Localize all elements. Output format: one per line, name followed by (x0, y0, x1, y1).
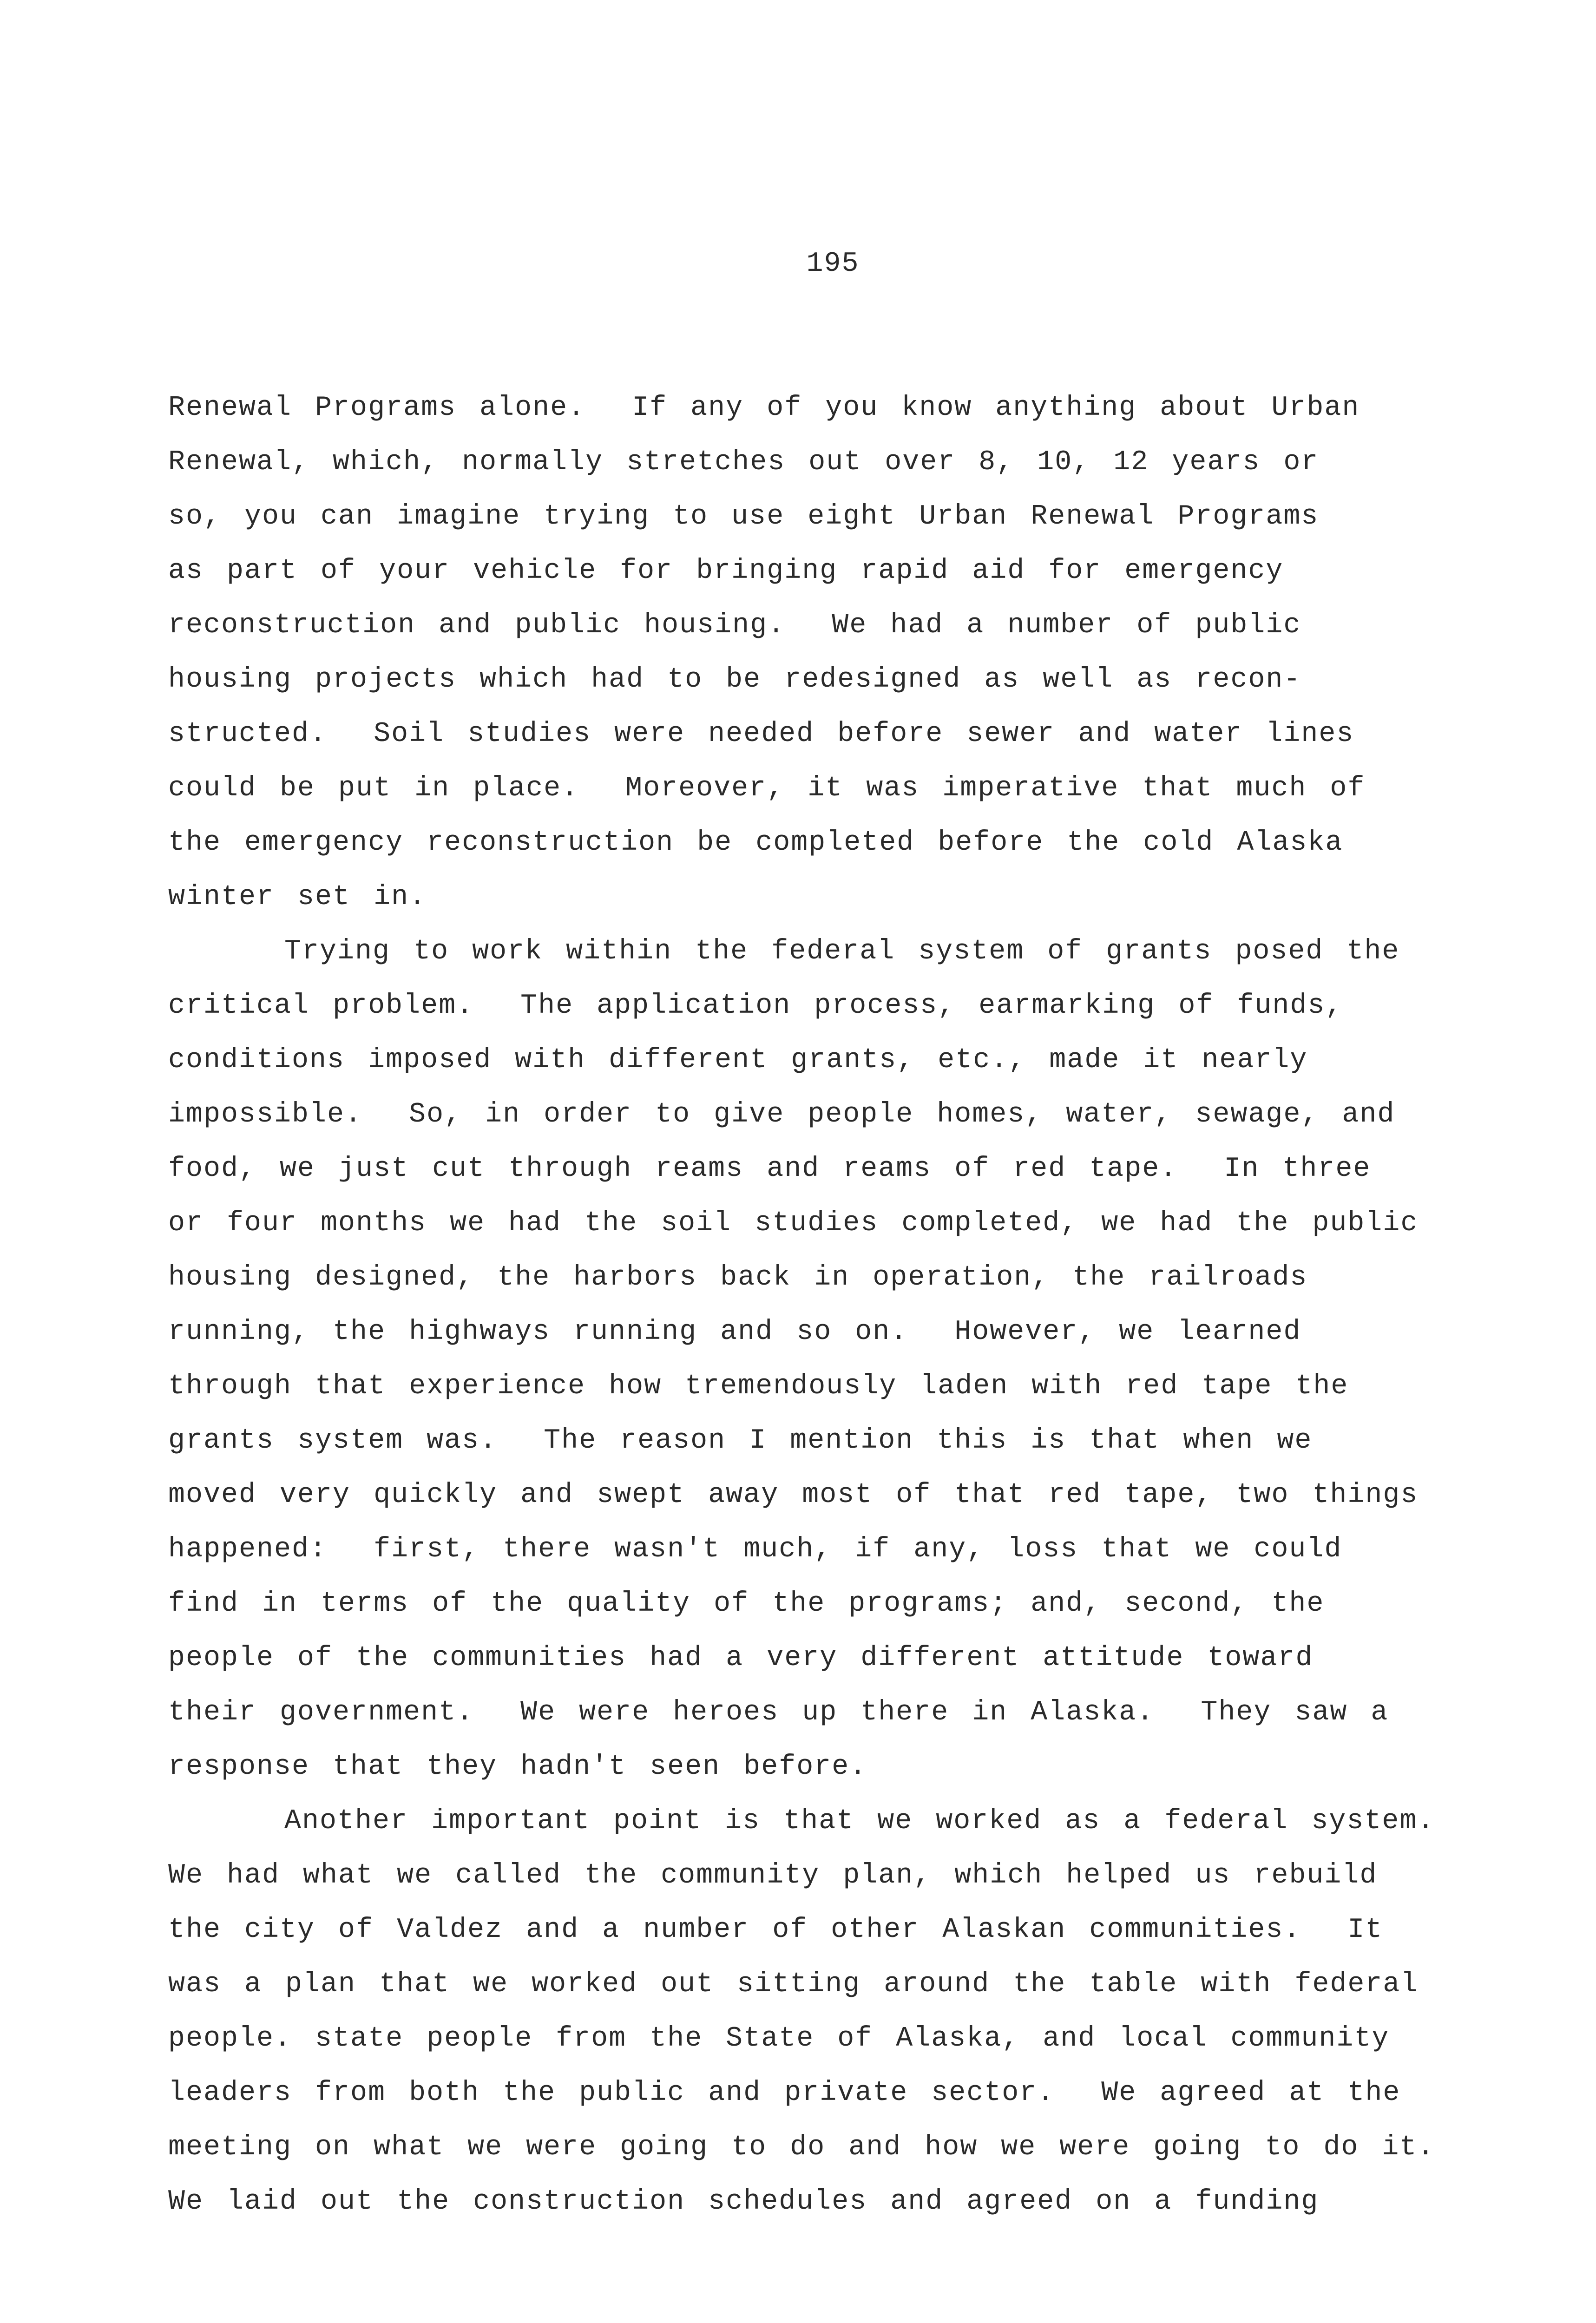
text-line: through that experience how tremendously laden with red tape the (168, 1371, 1349, 1402)
text-line: find in terms of the quality of the programs; and, second, the (168, 1588, 1325, 1620)
text-line: housing designed, the harbors back in operation, the railroads (168, 1262, 1308, 1293)
text-line: response that they hadn't seen before. (168, 1751, 867, 1783)
text-line: was a plan that we worked out sitting around the table with federal (168, 1969, 1419, 2000)
text-line: or four months we had the soil studies completed, we had the public (168, 1207, 1419, 1239)
text-line: grants system was. The reason I mention this is that when we (168, 1425, 1313, 1457)
text-line: as part of your vehicle for bringing rapid aid for emergency (168, 555, 1284, 587)
text-line: Renewal, which, normally stretches out over 8, 10, 12 years or (168, 446, 1319, 478)
text-line: happened: first, there wasn't much, if any, loss that we could (168, 1534, 1342, 1565)
text-line: the city of Valdez and a number of other Alaskan communities. It (168, 1914, 1383, 1946)
text-line: food, we just cut through reams and reams of red tape. In three (168, 1153, 1371, 1185)
text-line: We laid out the construction schedules and agreed on a funding (168, 2186, 1319, 2218)
text-line: critical problem. The application process, earmarking of funds, (168, 990, 1343, 1022)
text-line: the emergency reconstruction be completed before the cold Alaska (168, 827, 1343, 859)
text-line: Renewal Programs alone. If any of you know anything about Urban (168, 392, 1360, 424)
text-line: people of the communities had a very different attitude toward (168, 1642, 1314, 1674)
text-line: winter set in. (168, 881, 427, 913)
text-line: meeting on what we were going to do and how we were going to do it. (168, 2132, 1435, 2163)
page-number: 195 (806, 248, 860, 280)
text-line: people. state people from the State of Alaska, and local community (168, 2023, 1390, 2054)
text-line: structed. Soil studies were needed before sewer and water lines (168, 718, 1354, 750)
text-line: so, you can imagine trying to use eight Urban Renewal Programs (168, 501, 1319, 532)
text-line: moved very quickly and swept away most of that red tape, two things (168, 1479, 1419, 1511)
text-line: leaders from both the public and private sector. We agreed at the (168, 2077, 1401, 2109)
body-text (168, 381, 1435, 2229)
text-line: running, the highways running and so on. However, we learned (168, 1316, 1301, 1348)
text-line: could be put in place. Moreover, it was imperative that much of (168, 773, 1366, 804)
text-line: their government. We were heroes up there in Alaska. They saw a (168, 1697, 1389, 1728)
text-line: We had what we called the community plan, which helped us rebuild (168, 1860, 1378, 1891)
text-line: impossible. So, in order to give people homes, water, sewage, and (168, 1099, 1395, 1130)
text-line: conditions imposed with different grants, etc., made it nearly (168, 1044, 1308, 1076)
text-line: housing projects which had to be redesigned as well as recon- (168, 664, 1301, 696)
text-line: Another important point is that we worked as a federal system. (168, 1805, 1435, 1837)
text-line: Trying to work within the federal system of grants posed the (168, 936, 1400, 967)
text-line: reconstruction and public housing. We had a number of public (168, 610, 1301, 641)
